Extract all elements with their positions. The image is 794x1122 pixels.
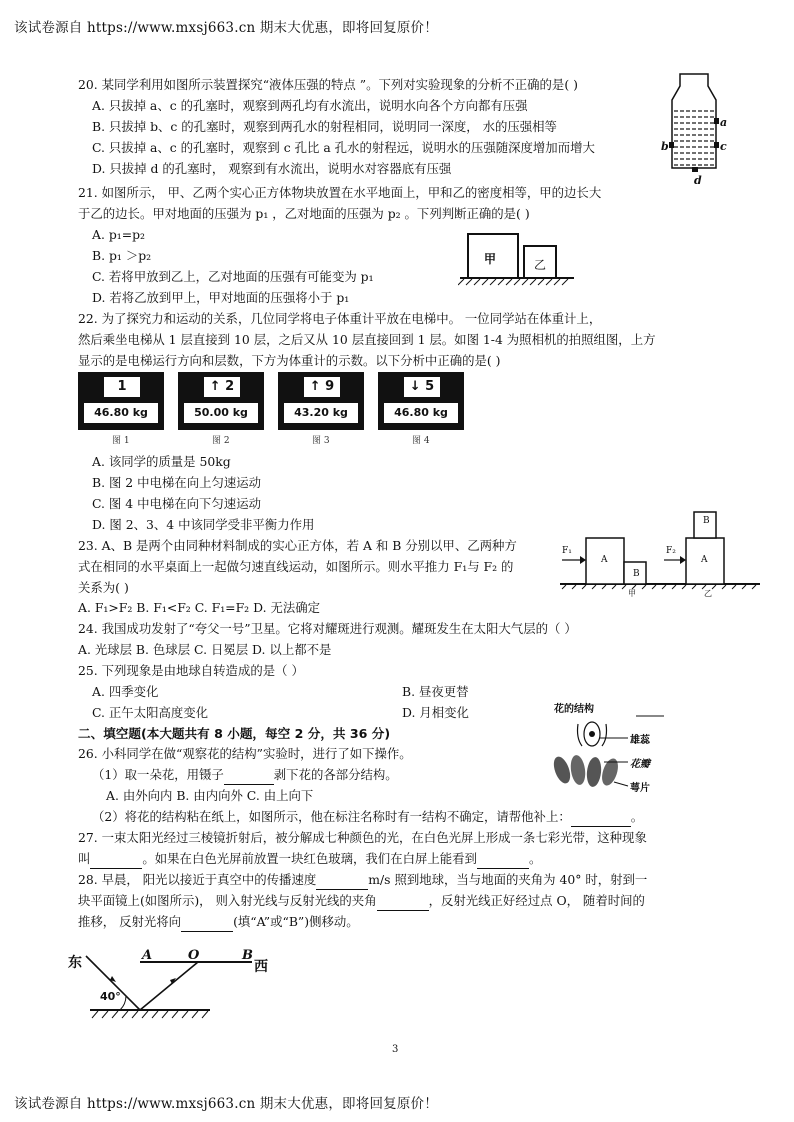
- section-2-title: 二、填空题(本大题共有 8 小题，每空 2 分，共 36 分): [78, 726, 391, 741]
- q27-line2-text-a: 叫: [78, 851, 91, 866]
- q21-stem-2: 于乙的边长。甲对地面的压强为 p₁ ，乙对地面的压强为 p₂ 。下列判断正确的是( ): [78, 206, 530, 221]
- q25-option-b: B. 昼夜更替: [402, 684, 469, 699]
- q26-options: A. 由外向内 B. 由内向外 C. 由上向下: [106, 788, 314, 803]
- q28-line3-text-a: 推移， 反射光将向: [78, 914, 182, 929]
- q20-label-b: b: [661, 140, 669, 153]
- q23-label-f1: F₁: [562, 546, 572, 556]
- q28-line3-text-b: (填“A”或“B”)侧移动。: [233, 914, 359, 929]
- q28-line-1: [78, 871, 647, 890]
- flower-structure-figure: [548, 712, 668, 794]
- q28-label-west: 西: [254, 959, 268, 975]
- caption-fig-2: 图 2: [212, 436, 230, 446]
- q28-line1-text-a: 28. 早晨， 阳光以接近于真空中的传播速度: [78, 872, 317, 887]
- q27-blank-1[interactable]: [90, 850, 142, 869]
- q23-stem-1: 23. A、B 是两个由同种材料制成的实心正方体，若 A 和 B 分别以甲、乙两种方: [78, 538, 517, 553]
- q20-label-a: a: [720, 116, 728, 129]
- q28-label-b: B: [242, 948, 253, 963]
- elevator-photo-3: [278, 372, 364, 430]
- q22-option-d: D. 图 2、3、4 中该同学受非平衡力作用: [92, 517, 315, 532]
- q26-part1-text-b: 剥下花的各部分结构。: [273, 767, 398, 782]
- q23-label-a-jia: A: [601, 555, 608, 565]
- q21-option-d: D. 若将乙放到甲上，甲对地面的压强将小于 p₁: [92, 290, 350, 305]
- q22-stem-1: 22. 为了探究力和运动的关系，几位同学将电子体重计平放在电梯中。 一位同学站在体重计上，: [78, 311, 602, 326]
- q22-option-b: B. 图 2 中电梯在向上匀速运动: [92, 475, 262, 490]
- q21-label-jia: 甲: [484, 252, 497, 266]
- q28-label-east: 东: [68, 955, 82, 971]
- q26-part1-text: （1）取一朵花，用镊子: [92, 767, 224, 782]
- q20-label-d: d: [694, 174, 702, 187]
- q26-blank-1[interactable]: [224, 766, 274, 785]
- q25-stem: 25. 下列现象是由地球自转造成的是（ ）: [78, 663, 304, 678]
- q26-part2: （2）将花的结构粘在纸上，如图所示，他在标注名称时有一结构不确定，请帮他补上： 。: [92, 808, 643, 827]
- q28-line-3: [78, 913, 359, 932]
- flower-label-stamen: 雄蕊: [630, 735, 650, 746]
- q28-line-2: [78, 892, 645, 911]
- q22-stem-2: 然后乘坐电梯从 1 层直接到 10 层，之后又从 10 层直接回到 1 层。如图 1-4 为照相机的拍照组图，上方: [78, 332, 656, 347]
- q23-label-yi: 乙: [704, 589, 712, 598]
- q20-option-d: D. 只拔掉 d 的孔塞时， 观察到有水流出，说明水对容器底有压强: [92, 161, 452, 176]
- q28-blank-1[interactable]: [316, 871, 368, 890]
- scale-reading: 50.00 kg: [184, 403, 258, 423]
- elevator-floor-display: ↓ 5: [404, 377, 440, 397]
- q26-part1: [92, 766, 398, 785]
- q27-blank-2[interactable]: [477, 850, 529, 869]
- q21-label-yi: 乙: [534, 258, 547, 272]
- q28-blank-2[interactable]: [377, 892, 429, 911]
- q21-option-b: B. p₁ ＞p₂: [92, 248, 152, 263]
- caption-fig-1: 图 1: [112, 436, 130, 446]
- q20-option-c: C. 只拔掉 a、c 的孔塞时，观察到 c 孔比 a 孔水的射程远，说明水的压强随深度增加而增大: [92, 140, 595, 155]
- q28-label-a: A: [142, 948, 153, 963]
- caption-fig-3: 图 3: [312, 436, 330, 446]
- q20-option-a: A. 只拔掉 a、c 的孔塞时，观察到两孔均有水流出，说明水向各个方向都有压强: [92, 98, 528, 113]
- q28-label-o: O: [188, 948, 200, 963]
- q20-container-figure: [668, 72, 728, 190]
- q23-stem-2: 式在相同的水平桌面上一起做匀速直线运动，如图所示。则水平推力 F₁与 F₂ 的: [78, 559, 514, 574]
- elevator-floor-display: 1: [104, 377, 140, 397]
- q28-line1-text-b: m/s 照到地球，当与地面的夹角为 40° 时，射到一: [368, 872, 648, 887]
- q20-label-c: c: [720, 140, 727, 153]
- q20-option-b: B. 只拔掉 b、c 的孔塞时，观察到两孔水的射程相同，说明同一深度， 水的压强相等: [92, 119, 557, 134]
- q26-stem: 26. 小科同学在做“观察花的结构”实验时，进行了如下操作。: [78, 746, 412, 761]
- q22-option-a: A. 该同学的质量是 50kg: [92, 454, 231, 469]
- q26-part2-text: （2）将花的结构粘在纸上，如图所示，他在标注名称时有一结构不确定，请帮他补上：: [92, 809, 571, 824]
- flower-label-petal: 花瓣: [630, 759, 650, 770]
- q23-label-jia: 甲: [628, 589, 636, 598]
- q27-line2-text-b: 。如果在白色光屏前放置一块红色玻璃，我们在白屏上能看到: [142, 851, 477, 866]
- caption-fig-4: 图 4: [412, 436, 430, 446]
- page-number: 3: [392, 1044, 399, 1055]
- q23-push-figure: [560, 506, 760, 602]
- scale-reading: 46.80 kg: [84, 403, 158, 423]
- q24-stem: 24. 我国成功发射了“夸父一号”卫星。它将对耀斑进行观测。耀斑发生在太阳大气层的（ ）: [78, 621, 577, 636]
- q28-line2-text-a: 块平面镜上(如图所示)， 则入射光线与反射光线的夹角: [78, 893, 377, 908]
- q28-line2-text-b: ，反射光线正好经过点 O， 随着时间的: [428, 893, 645, 908]
- q25-option-a: A. 四季变化: [92, 684, 159, 699]
- elevator-floor-display: ↑ 2: [204, 377, 240, 397]
- q23-label-b-yi: B: [703, 516, 710, 526]
- scale-reading: 43.20 kg: [284, 403, 358, 423]
- elevator-photo-1: [78, 372, 164, 430]
- q23-stem-3: 关系为( ): [78, 580, 129, 595]
- page-footer: 该试卷源自 https://www.mxsj663.cn 期末大优惠，即将回复原价！: [14, 1096, 438, 1112]
- flower-figure-title: 花的结构: [554, 704, 594, 715]
- q27-line-2: 叫 。如果在白色光屏前放置一块红色玻璃，我们在白屏上能看到 。: [78, 850, 541, 869]
- q23-label-b-jia: B: [633, 569, 640, 579]
- q28-blank-3[interactable]: [181, 913, 233, 932]
- q21-stem-1: 21. 如图所示， 甲、乙两个实心正方体物块放置在水平地面上，甲和乙的密度相等，甲的边长大: [78, 185, 602, 200]
- q22-stem-3: 显示的是电梯运行方向和层数，下方为体重计的示数。以下分析中正确的是( ): [78, 353, 501, 368]
- q23-label-a-yi: A: [701, 555, 708, 565]
- elevator-photo-2: [178, 372, 264, 430]
- q20-stem: 20. 某同学利用如图所示装置探究“液体压强的特点 ”。下列对实验现象的分析不正确的是( ): [78, 77, 578, 92]
- q25-option-d: D. 月相变化: [402, 705, 469, 720]
- page-header: 该试卷源自 https://www.mxsj663.cn 期末大优惠，即将回复原价！: [14, 20, 438, 36]
- q22-option-c: C. 图 4 中电梯在向下匀速运动: [92, 496, 261, 511]
- q21-option-a: A. p₁=p₂: [92, 227, 146, 242]
- q27-line-1: 27. 一束太阳光经过三棱镜折射后，被分解成七种颜色的光，在白色光屏上形成一条七彩光带，这种现象: [78, 830, 647, 845]
- q23-label-f2: F₂: [666, 546, 676, 556]
- elevator-floor-display: ↑ 9: [304, 377, 340, 397]
- q21-option-c: C. 若将甲放到乙上，乙对地面的压强有可能变为 p₁: [92, 269, 374, 284]
- q24-options: A. 光球层 B. 色球层 C. 日冕层 D. 以上都不是: [78, 642, 332, 657]
- scale-reading: 46.80 kg: [384, 403, 458, 423]
- q21-blocks-figure: [458, 230, 578, 286]
- flower-label-sepal: 萼片: [630, 783, 650, 794]
- elevator-photo-4: [378, 372, 464, 430]
- q28-label-angle: 40°: [100, 990, 121, 1003]
- q26-blank-2[interactable]: [571, 808, 631, 827]
- q25-option-c: C. 正午太阳高度变化: [92, 705, 209, 720]
- q23-options: A. F₁>F₂ B. F₁<F₂ C. F₁=F₂ D. 无法确定: [78, 600, 321, 615]
